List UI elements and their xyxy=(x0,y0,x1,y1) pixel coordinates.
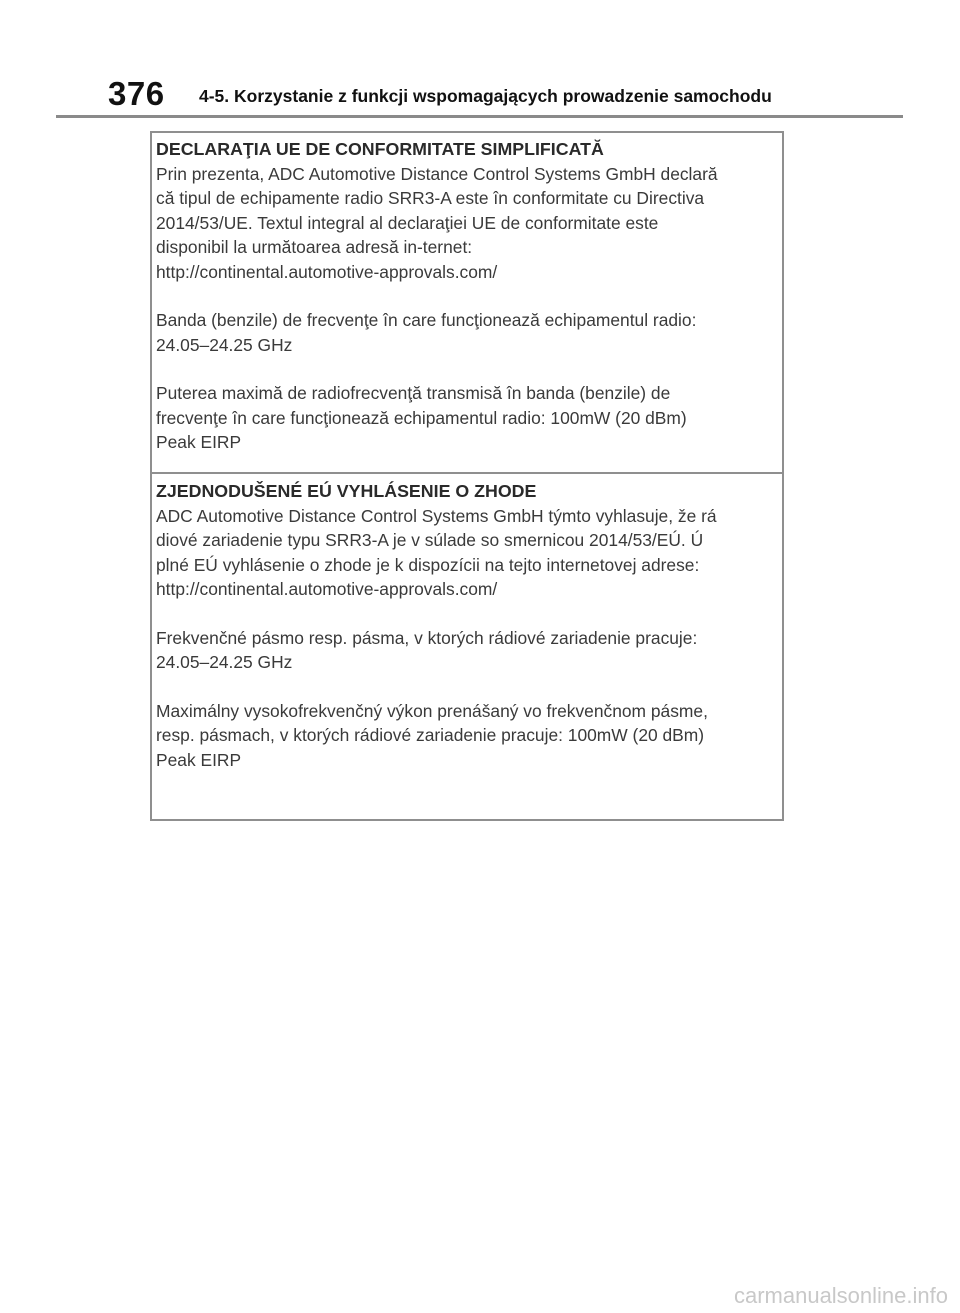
text-line: că tipul de echipamente radio SRR3-A este în conformitate cu Directiva xyxy=(156,188,705,208)
text-line: plné EÚ vyhlásenie o zhode je k dispozícii na tejto internetovej adrese: xyxy=(156,554,700,575)
page-number: 376 xyxy=(108,75,165,112)
declaration-romanian xyxy=(152,133,782,473)
watermark-text: carmanualsonline.info xyxy=(733,1283,948,1308)
text-line: Prin prezenta, ADC Automotive Distance Control Systems GmbH declară xyxy=(156,163,718,184)
declaration-paragraph xyxy=(156,504,780,602)
text-line: disponibil la următoarea adresă in-ternet: xyxy=(156,237,473,257)
declaration-paragraph xyxy=(156,626,780,675)
page-header xyxy=(0,0,960,120)
text-line: 2014/53/UE. Textul integral al declaraţiei UE de conformitate este xyxy=(156,212,659,233)
text-line: Banda (benzile) de frecvenţe în care funcţionează echipamentul radio: xyxy=(156,310,697,330)
text-line: resp. pásmach, v ktorých rádiové zariadenie pracuje: 100mW (20 dBm) xyxy=(156,725,705,745)
text-line: 24.05–24.25 GHz xyxy=(156,334,293,355)
text-line: Puterea maximă de radiofrecvenţă transmisă în banda (benzile) de xyxy=(156,383,671,403)
text-line: Frekvenčné pásmo resp. pásma, v ktorých rádiové zariadenie pracuje: xyxy=(156,627,698,648)
declaration-heading: DECLARAŢIA UE DE CONFORMITATE SIMPLIFICATĂ xyxy=(156,139,604,159)
text-line: Peak EIRP xyxy=(156,749,242,770)
declaration-paragraph xyxy=(156,699,780,773)
url-text: http://continental.automotive-approvals.com/ xyxy=(156,261,498,282)
text-line: Maximálny vysokofrekvenčný výkon prenášaný vo frekvenčnom pásme, xyxy=(156,700,708,721)
declaration-paragraph xyxy=(156,381,780,455)
text-line: Peak EIRP xyxy=(156,432,242,452)
declaration-box xyxy=(150,131,784,821)
header-rule xyxy=(56,115,903,118)
declaration-heading: ZJEDNODUŠENÉ EÚ VYHLÁSENIE O ZHODE xyxy=(156,481,537,501)
text-line: ADC Automotive Distance Control Systems GmbH týmto vyhlasuje, že rá xyxy=(156,505,717,526)
declaration-slovak xyxy=(152,475,782,819)
text-line: frecvenţe în care funcţionează echipamentul radio: 100mW (20 dBm) xyxy=(156,407,687,428)
section-title: 4-5. Korzystanie z funkcji wspomagających prowadzenie samochodu xyxy=(199,86,772,106)
text-line: 24.05–24.25 GHz xyxy=(156,652,293,672)
declaration-paragraph xyxy=(156,162,780,285)
text-line: diové zariadenie typu SRR3-A je v súlade so smernicou 2014/53/EÚ. Ú xyxy=(156,530,704,550)
section-divider xyxy=(152,472,782,474)
declaration-paragraph xyxy=(156,308,780,357)
url-text: http://continental.automotive-approvals.com/ xyxy=(156,579,498,599)
